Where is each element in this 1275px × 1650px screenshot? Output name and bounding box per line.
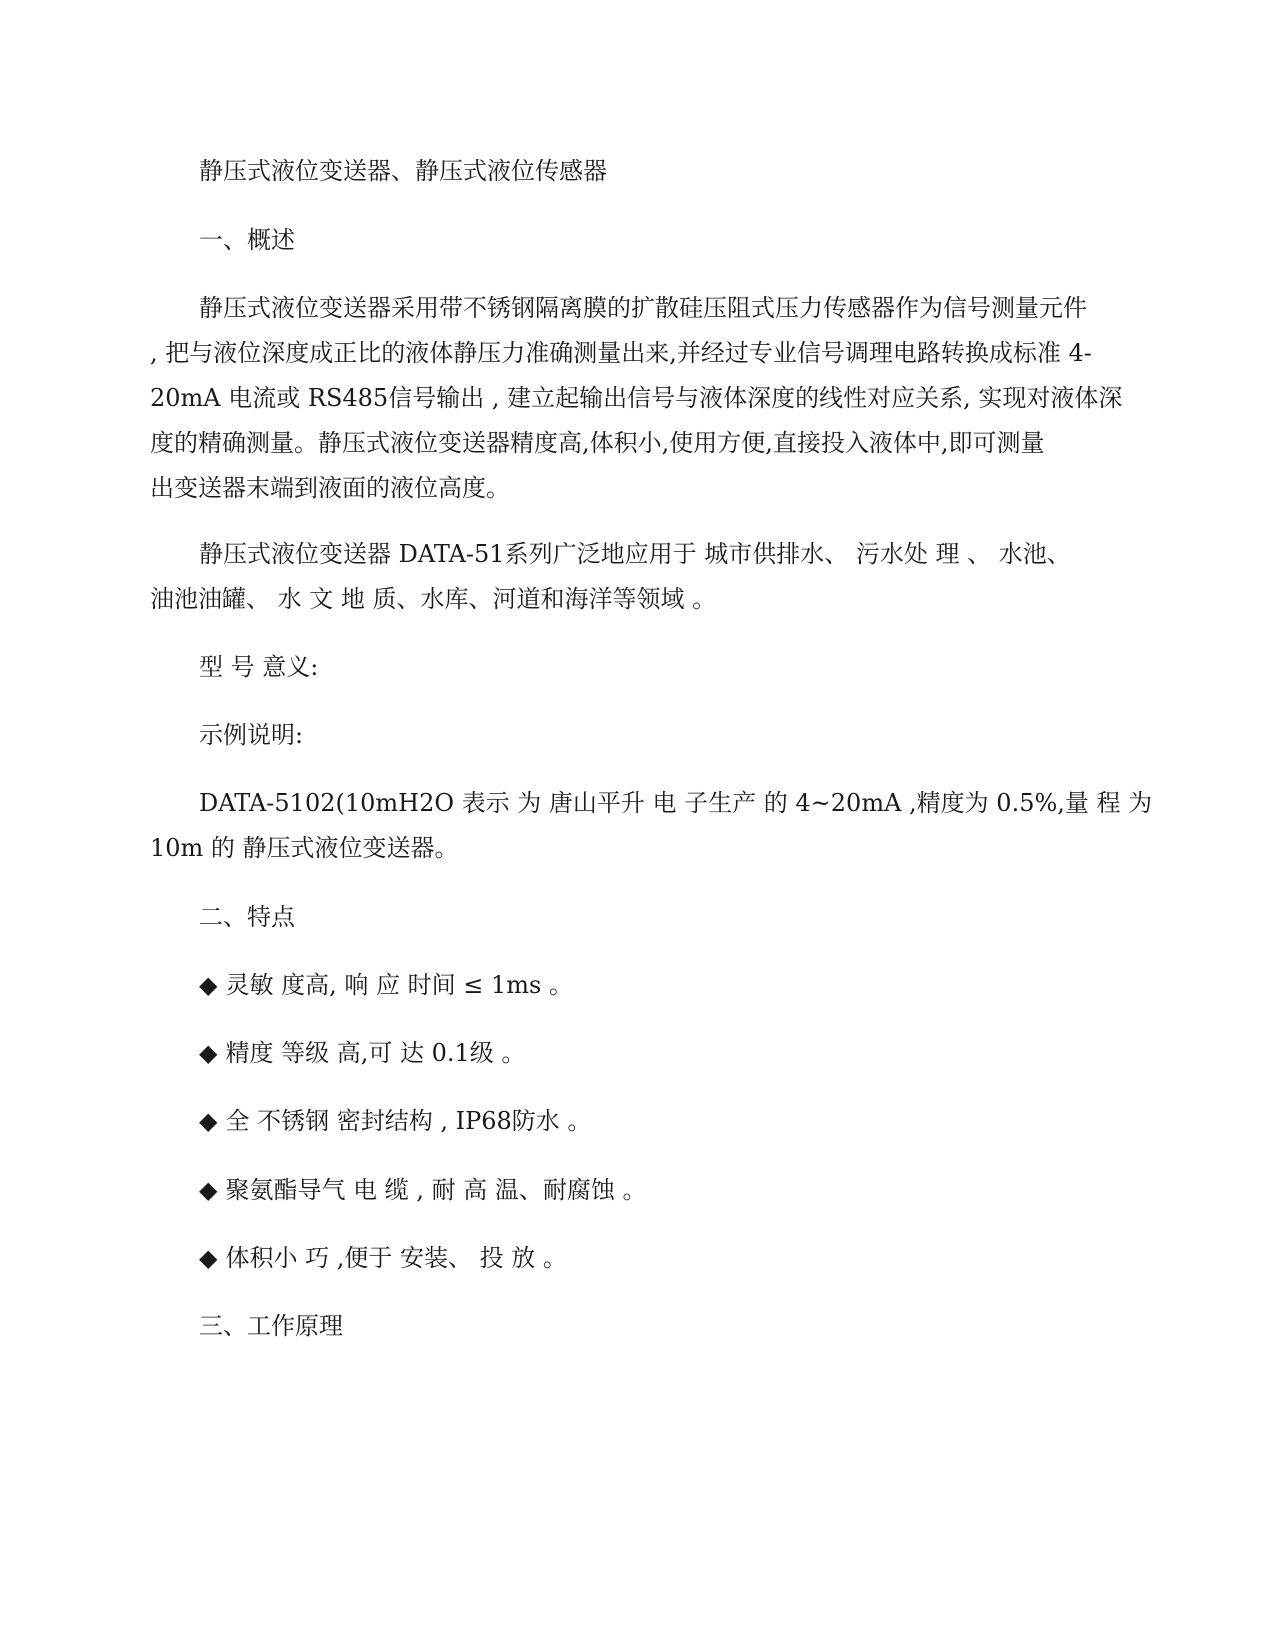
- example-label-text: 示例说明:: [199, 721, 304, 749]
- diamond-bullet-icon: ◆: [199, 971, 218, 999]
- section-heading-features: [150, 895, 1174, 940]
- overview-line: 出变送器末端到液面的液位高度。: [150, 474, 510, 502]
- feature-item: [150, 1168, 1174, 1213]
- feature-text: 精度 等级 高,可 达 0.1级 。: [225, 1039, 526, 1067]
- model-meaning-label: [150, 645, 1174, 690]
- overview-paragraph: [150, 286, 1125, 511]
- document-title: [150, 149, 1174, 194]
- diamond-bullet-icon: ◆: [199, 1039, 218, 1067]
- section-heading-principle: [150, 1304, 1174, 1349]
- model-meaning-text: 型 号 意义:: [199, 653, 319, 681]
- overview-line: 静压式液位变送器采用带不锈钢隔离膜的扩散硅压阻式压力传感器作为信号测量元件: [199, 294, 1087, 322]
- overview-line: 度的精确测量。静压式液位变送器精度高,体积小,使用方便,直接投入液体中,即可测量: [150, 429, 1045, 457]
- section-heading-text: 二、特点: [199, 903, 295, 931]
- feature-item: [150, 1236, 1174, 1281]
- diamond-bullet-icon: ◆: [199, 1244, 218, 1272]
- feature-item: [150, 963, 1174, 1008]
- application-line: 静压式液位变送器 DATA-51系列广泛地应用于 城市供排水、 污水处 理 、 水池、: [199, 540, 1071, 568]
- example-line: DATA-5102(10mH2O 表示 为 唐山平升 电 子生产 的 4~20mA ,精度为 0.5%,量 程 为: [199, 789, 1153, 817]
- overview-line: , 把与液位深度成正比的液体静压力准确测量出来,并经过专业信号调理电路转换成标准 4-: [150, 339, 1092, 367]
- feature-text: 灵敏 度高, 响 应 时间 ≤ 1ms 。: [225, 971, 573, 999]
- feature-text: 聚氨酯导气 电 缆 , 耐 高 温、耐腐蚀 。: [225, 1176, 647, 1204]
- example-line: 10m 的 静压式液位变送器。: [150, 834, 459, 862]
- application-line: 油池油罐、 水 文 地 质、水库、河道和海洋等领域 。: [150, 585, 717, 613]
- example-paragraph: [150, 781, 1153, 871]
- feature-item: [150, 1099, 1174, 1144]
- diamond-bullet-icon: ◆: [199, 1107, 218, 1135]
- feature-text: 全 不锈钢 密封结构 , IP68防水 。: [225, 1107, 592, 1135]
- title-text: 静压式液位变送器、静压式液位传感器: [199, 157, 607, 185]
- diamond-bullet-icon: ◆: [199, 1176, 218, 1204]
- section-heading-overview: [150, 218, 1174, 263]
- feature-text: 体积小 巧 ,便于 安装、 投 放 。: [225, 1244, 567, 1272]
- section-heading-text: 三、工作原理: [199, 1312, 343, 1340]
- overview-line: 20mA 电流或 RS485信号输出 , 建立起输出信号与液体深度的线性对应关系, 实现对液体深: [150, 384, 1123, 412]
- application-paragraph: [150, 532, 1125, 622]
- example-label: [150, 713, 1174, 758]
- section-heading-text: 一、概述: [199, 226, 295, 254]
- feature-item: [150, 1031, 1174, 1076]
